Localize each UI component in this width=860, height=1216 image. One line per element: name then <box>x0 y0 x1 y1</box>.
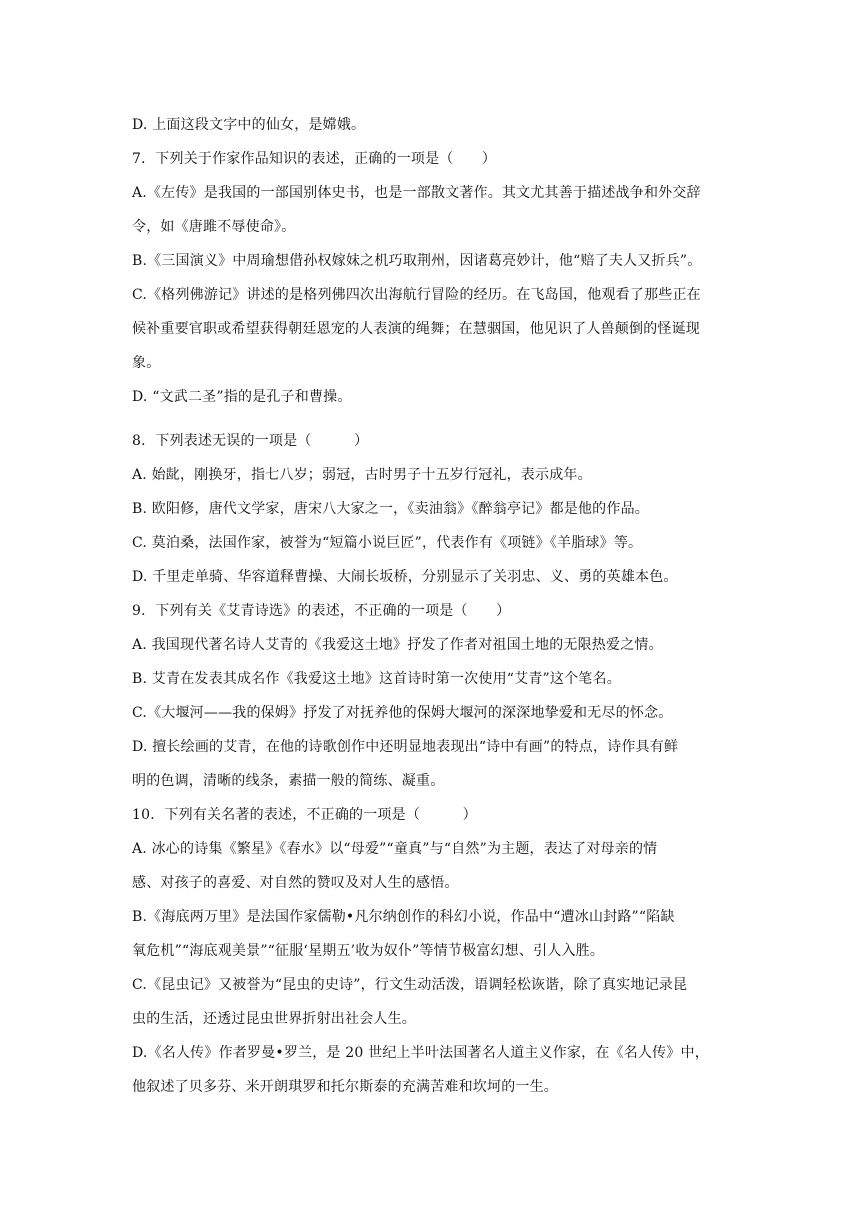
option-text-line: D. 擅长绘画的艾青，在他的诗歌创作中还明显地表现出“诗中有画”的特点，诗作具有鲜 <box>132 739 679 755</box>
answer-option <box>132 560 732 594</box>
answer-option <box>132 176 732 244</box>
option-text-line: D. 千里走单骑、华容道释曹操、大闹长坂桥，分别显示了关羽忠、义、勇的英雄本色。 <box>132 569 678 585</box>
question-text-line: 7．下列关于作家作品知识的表述，正确的一项是（ ） <box>132 151 497 167</box>
answer-option <box>132 492 732 526</box>
option-text-line: C.《格列佛游记》讲述的是格列佛四次出海航行冒险的经历。在飞岛国，他观看了那些正在 <box>132 287 701 303</box>
option-text-line: 虫的生活，还透过昆虫世界折射出社会人生。 <box>132 1011 416 1027</box>
option-text-line: 令，如《唐雎不辱使命》。 <box>132 219 296 235</box>
option-text-line: D. 上面这段文字中的仙女，是嫦娥。 <box>132 117 366 133</box>
answer-option <box>132 968 732 1036</box>
option-text-line: 象。 <box>132 355 161 371</box>
option-text-line: C.《大堰河——我的保姆》抒发了对抚养他的保姆大堰河的深深地挚爱和无尽的怀念。 <box>132 705 673 721</box>
option-text-line: C. 莫泊桑，法国作家，被誉为“短篇小说巨匠”，代表作有《项链》《羊脂球》等。 <box>132 535 643 551</box>
option-text-line: B.《三国演义》中周瑜想借孙权嫁妹之机巧取荆州，因诸葛亮妙计，他“赔了夫人又折兵”。 <box>132 253 702 269</box>
answer-option <box>132 628 732 662</box>
question-text-line: 8．下列表述无误的一项是（ ） <box>132 433 369 449</box>
option-text-line: C.《昆虫记》又被誉为“昆虫的史诗”，行文生动活泼，语调轻松诙谐，除了真实地记录昆 <box>132 977 688 993</box>
option-text-line: B. 欧阳修，唐代文学家，唐宋八大家之一，《卖油翁》《醉翁亭记》都是他的作品。 <box>132 501 649 517</box>
answer-option <box>132 380 732 414</box>
option-text-line: 候补重要官职或希望获得朝廷恩宠的人表演的绳舞；在慧骃国，他见识了人兽颠倒的怪诞现 <box>132 321 700 337</box>
option-text-line: B. 艾青在发表其成名作《我爱这土地》这首诗时第一次使用“艾青”这个笔名。 <box>132 671 621 687</box>
option-text-line: 他叙述了贝多芬、米开朗琪罗和托尔斯泰的充满苦难和坎坷的一生。 <box>132 1079 558 1095</box>
option-text-line: D. “文武二圣”指的是孔子和曹操。 <box>132 389 352 405</box>
question-stem <box>132 142 732 176</box>
option-text-line: 氧危机”“海底观美景”“征服‘星期五’收为奴仆”等情节极富幻想、引人入胜。 <box>132 943 605 959</box>
question-stem <box>132 424 732 458</box>
answer-option <box>132 832 732 900</box>
question-text-line: 10．下列有关名著的表述，不正确的一项是（ ） <box>132 807 477 823</box>
option-text-line: A.《左传》是我国的一部国别体史书，也是一部散文著作。其文尤其善于描述战争和外交辞 <box>132 185 701 201</box>
answer-option <box>132 900 732 968</box>
answer-option <box>132 696 732 730</box>
document-body <box>132 108 732 1104</box>
answer-option <box>132 278 732 380</box>
answer-option <box>132 662 732 696</box>
answer-option <box>132 1036 732 1104</box>
answer-option <box>132 244 732 278</box>
option-text-line: D.《名人传》作者罗曼•罗兰，是 20 世纪上半叶法国著名人道主义作家，在《名人传》中， <box>132 1045 709 1061</box>
option-text-line: 明的色调，清晰的线条，素描一般的简练、凝重。 <box>132 773 445 789</box>
option-text-line: B.《海底两万里》是法国作家儒勒•凡尔纳创作的科幻小说，作品中“遭冰山封路”“陷缺 <box>132 909 675 925</box>
question-text-line: 9．下列有关《艾青诗选》的表述，不正确的一项是（ ） <box>132 603 511 619</box>
answer-option <box>132 108 732 142</box>
question-stem <box>132 798 732 832</box>
option-text-line: A. 我国现代著名诗人艾青的《我爱这土地》抒发了作者对祖国土地的无限热爱之情。 <box>132 637 663 653</box>
answer-option <box>132 458 732 492</box>
option-text-line: 感、对孩子的喜爱、对自然的赞叹及对人生的感悟。 <box>132 875 459 891</box>
answer-option <box>132 526 732 560</box>
option-text-line: A. 始龀，刚换牙，指七八岁；弱冠，古时男子十五岁行冠礼，表示成年。 <box>132 467 592 483</box>
section-gap <box>132 414 732 424</box>
option-text-line: A. 冰心的诗集《繁星》《春水》以“母爱”“童真”与“自然”为主题，表达了对母亲的情 <box>132 841 658 857</box>
answer-option <box>132 730 732 798</box>
question-stem <box>132 594 732 628</box>
